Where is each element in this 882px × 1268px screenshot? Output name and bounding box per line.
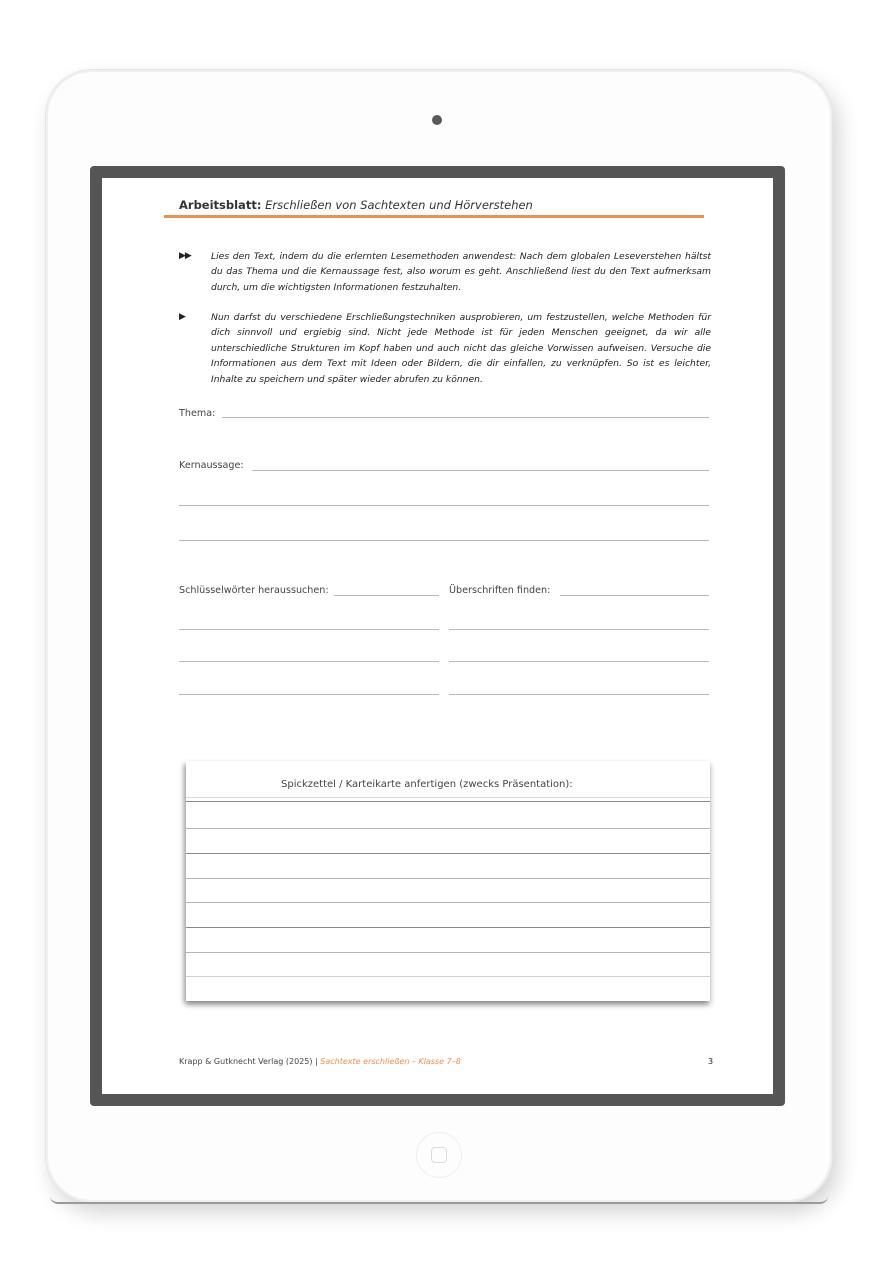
keyword-answer-line[interactable] — [179, 629, 439, 630]
card-rule[interactable] — [186, 878, 710, 879]
keyword-answer-line[interactable] — [179, 661, 439, 662]
double-arrow-icon: ▶▶ — [179, 251, 191, 261]
header-rule — [164, 215, 704, 218]
task-item — [179, 249, 711, 295]
heading-answer-line[interactable] — [560, 595, 709, 596]
thema-label: Thema: — [179, 408, 216, 419]
task-text: Nun darfst du verschiedene Erschließungstechniken ausprobieren, um festzustellen, welche Methoden für dich sinnvoll und ergiebig sind. Nicht jede Methode ist für jeden Menschen geeignet, da wir alle unterschiedliche Strukturen im Kopf haben und auch nicht das gleiche Vorwissen aufweisen. Versuche die Informationen aus dem Text mit Ideen oder Bildern, die dir einfallen, zu verknüpfen. So ist es leichter, Inhalte zu speichern und später wieder abrufen zu können. — [211, 312, 711, 385]
card-rule — [186, 797, 710, 798]
heading-answer-line[interactable] — [449, 661, 709, 662]
home-button[interactable] — [416, 1132, 462, 1178]
card-rule[interactable] — [186, 828, 710, 829]
arrow-icon: ▶ — [179, 312, 185, 322]
task-text: Lies den Text, indem du die erlernten Lesemethoden anwendest: Nach dem globalen Leseverstehen hältst du das Thema und die Kernaussage fest, also worum es geht. Anschließend liest du den Text aufmerksam durch, um die wichtigsten Informationen festzuhalten. — [211, 251, 711, 293]
index-card — [186, 761, 710, 1001]
page-footer — [179, 1057, 461, 1066]
page-title — [179, 198, 533, 212]
heading-answer-line[interactable] — [449, 629, 709, 630]
keyword-answer-line[interactable] — [334, 595, 439, 596]
home-square-icon — [431, 1147, 447, 1163]
publisher-credit: Krapp & Gutknecht Verlag (2025) | — [179, 1057, 318, 1066]
kernaussage-answer-line[interactable] — [252, 470, 709, 471]
card-rule[interactable] — [186, 853, 710, 854]
card-rule[interactable] — [186, 801, 710, 802]
schluesselwoerter-label: Schlüsselwörter heraussuchen: — [179, 585, 329, 596]
worksheet-label: Arbeitsblatt: — [179, 198, 262, 212]
kernaussage-answer-line[interactable] — [179, 540, 709, 541]
card-rule[interactable] — [186, 902, 710, 903]
camera-icon — [432, 115, 442, 125]
document-page — [102, 178, 773, 1094]
page-number: 3 — [708, 1057, 714, 1066]
heading-answer-line[interactable] — [449, 694, 709, 695]
kernaussage-label: Kernaussage: — [179, 460, 244, 471]
card-rule[interactable] — [186, 952, 710, 953]
index-card-title: Spickzettel / Karteikarte anfertigen (zwecks Präsentation): — [281, 779, 573, 790]
worksheet-title: Erschließen von Sachtexten und Hörverstehen — [265, 198, 533, 212]
kernaussage-answer-line[interactable] — [179, 505, 709, 506]
series-title: Sachtexte erschließen – Klasse 7–8 — [320, 1057, 461, 1066]
card-rule[interactable] — [186, 927, 710, 928]
ueberschriften-label: Überschriften finden: — [449, 585, 551, 596]
thema-answer-line[interactable] — [222, 417, 709, 418]
task-item — [179, 310, 711, 387]
card-rule[interactable] — [186, 976, 710, 977]
keyword-answer-line[interactable] — [179, 694, 439, 695]
